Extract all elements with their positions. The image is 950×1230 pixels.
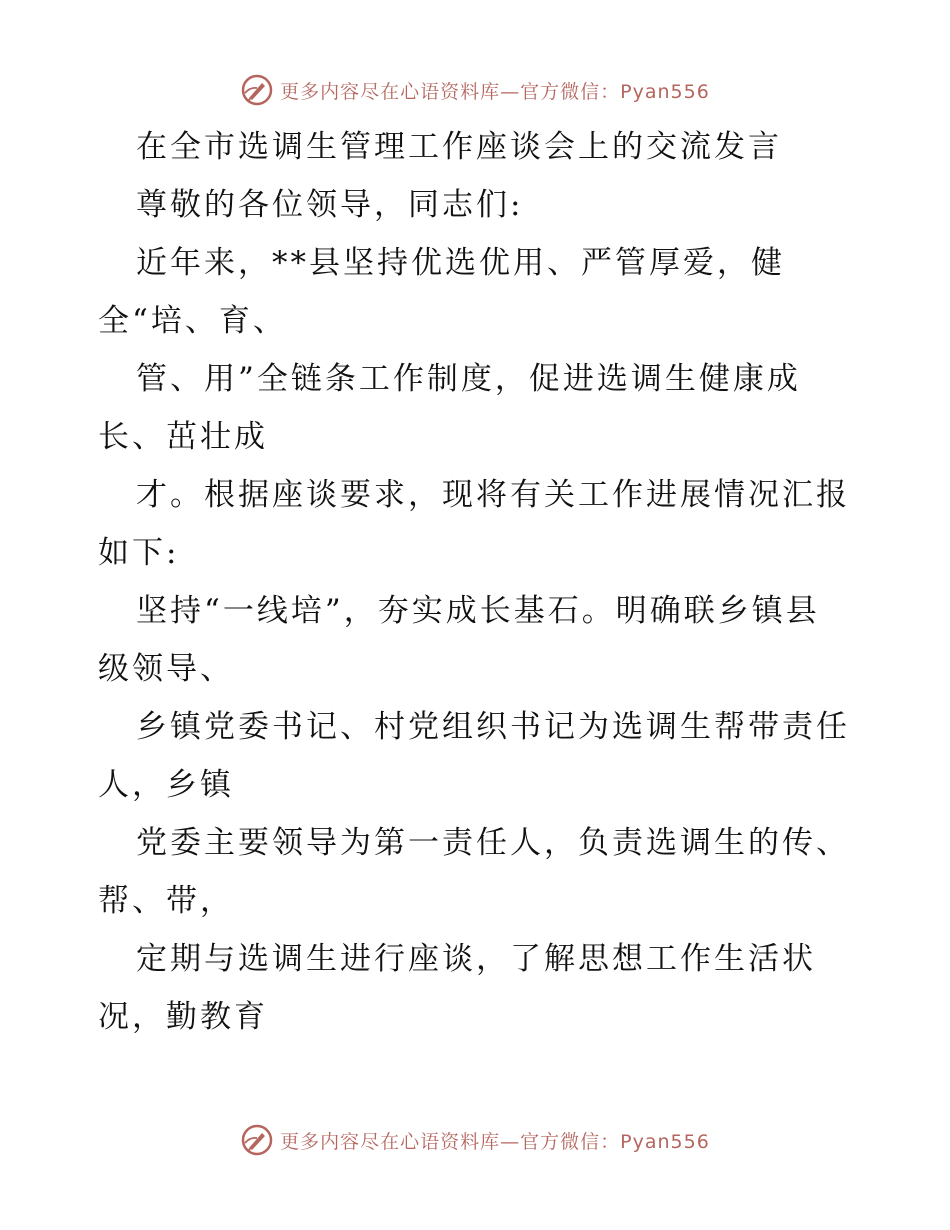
text-line: 长、茁壮成 bbox=[98, 419, 268, 455]
watermark-text bbox=[280, 77, 710, 104]
text-line: 全“培、育、 bbox=[98, 303, 287, 339]
watermark-wechat-id: Pyan556 bbox=[620, 80, 710, 103]
salutation: 尊敬的各位领导，同志们: bbox=[136, 187, 524, 223]
text-line: 近年来，**县坚持优选优用、严管厚爱，健 bbox=[136, 245, 785, 281]
text-line: 如下: bbox=[98, 535, 180, 571]
text-line: 帮、带， bbox=[98, 883, 234, 919]
text-line: 管、用”全链条工作制度，促进选调生健康成 bbox=[136, 361, 801, 397]
text-line: 况，勤教育 bbox=[98, 999, 268, 1035]
watermark-label: 更多内容尽在心语资料库—官方微信： bbox=[280, 80, 621, 103]
text-line: 坚持“一线培”，夯实成长基石。明确联乡镇县 bbox=[136, 593, 820, 629]
text-line: 才。根据座谈要求，现将有关工作进展情况汇报 bbox=[136, 477, 850, 513]
document-body bbox=[98, 118, 858, 1046]
watermark-text bbox=[280, 1127, 710, 1154]
text-line: 人，乡镇 bbox=[98, 767, 234, 803]
pen-logo-icon bbox=[240, 73, 274, 107]
watermark-wechat-id: Pyan556 bbox=[620, 1130, 710, 1153]
text-line: 级领导、 bbox=[98, 651, 234, 687]
footer-watermark bbox=[0, 1120, 950, 1160]
text-line: 党委主要领导为第一责任人，负责选调生的传、 bbox=[136, 825, 850, 861]
pen-logo-icon bbox=[240, 1123, 274, 1157]
header-watermark bbox=[0, 70, 950, 110]
text-line: 定期与选调生进行座谈，了解思想工作生活状 bbox=[136, 941, 816, 977]
document-title: 在全市选调生管理工作座谈会上的交流发言 bbox=[136, 129, 782, 165]
watermark-label: 更多内容尽在心语资料库—官方微信： bbox=[280, 1130, 621, 1153]
text-line: 乡镇党委书记、村党组织书记为选调生帮带责任 bbox=[136, 709, 850, 745]
